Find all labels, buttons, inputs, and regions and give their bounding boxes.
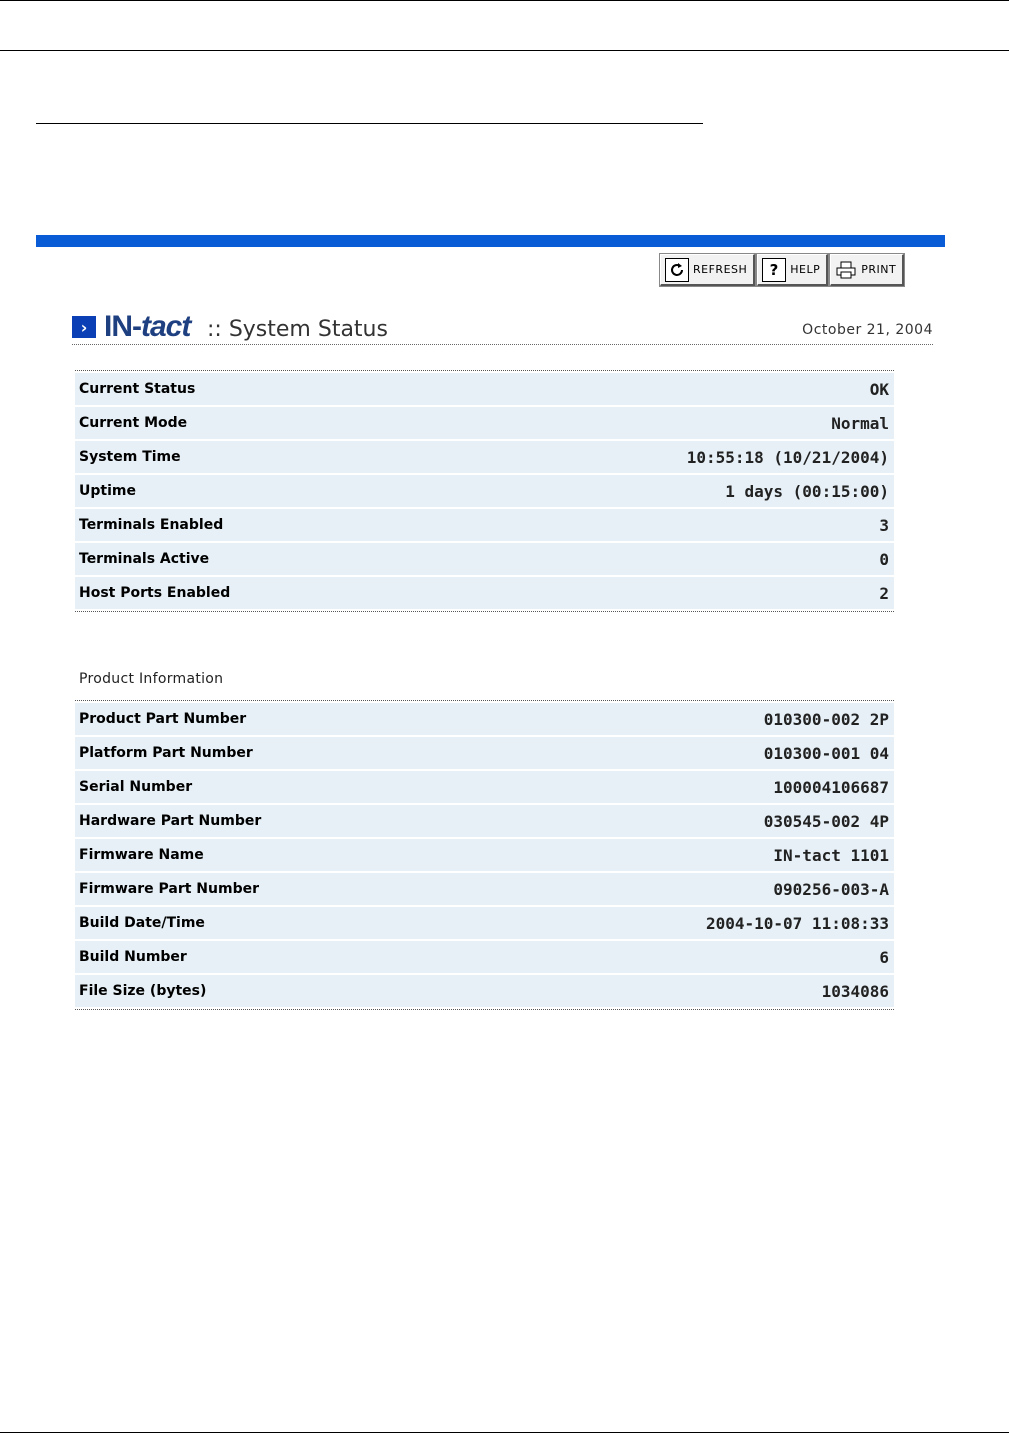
table-row: Terminals Enabled 3 — [75, 509, 894, 541]
table-row: Host Ports Enabled 2 — [75, 577, 894, 609]
top-border-line — [0, 0, 1009, 1]
title-underline — [36, 123, 703, 124]
product-table — [75, 700, 894, 1010]
header-divider-line — [0, 50, 1009, 51]
table-row: File Size (bytes) 1034086 — [75, 975, 894, 1007]
page-date: October 21, 2004 — [802, 322, 933, 338]
product-info-heading: Product Information — [79, 671, 224, 687]
table-row: Current Status OK — [75, 373, 894, 405]
toolbar — [660, 254, 904, 286]
table-row: Firmware Name IN-tact 1101 — [75, 839, 894, 871]
print-button[interactable] — [830, 254, 904, 286]
status-table — [75, 370, 894, 612]
table-row: Terminals Active 0 — [75, 543, 894, 575]
brand-logo: IN-tact — [104, 310, 191, 343]
table-row: Platform Part Number 010300-001 04 — [75, 737, 894, 769]
table-row: Uptime 1 days (00:15:00) — [75, 475, 894, 507]
table-row: Serial Number 100004106687 — [75, 771, 894, 803]
table-row: Build Number 6 — [75, 941, 894, 973]
chevron-right-icon: › — [72, 316, 96, 338]
table-row: Current Mode Normal — [75, 407, 894, 439]
table-row: System Time 10:55:18 (10/21/2004) — [75, 441, 894, 473]
footer-divider-line — [0, 1432, 1009, 1433]
table-row: Firmware Part Number 090256-003-A — [75, 873, 894, 905]
page-header — [72, 312, 933, 345]
print-label: PRINT — [861, 263, 897, 276]
printer-icon — [835, 259, 857, 281]
refresh-button[interactable] — [660, 254, 755, 286]
refresh-label: REFRESH — [693, 263, 748, 276]
refresh-icon — [665, 258, 689, 282]
help-icon: ? — [762, 258, 786, 282]
table-row: Hardware Part Number 030545-002 4P — [75, 805, 894, 837]
help-label: HELP — [790, 263, 821, 276]
help-button[interactable] — [757, 254, 828, 286]
table-row: Build Date/Time 2004-10-07 11:08:33 — [75, 907, 894, 939]
accent-bar — [36, 235, 945, 247]
table-row: Product Part Number 010300-002 2P — [75, 703, 894, 735]
page-title: :: System Status — [207, 317, 388, 342]
